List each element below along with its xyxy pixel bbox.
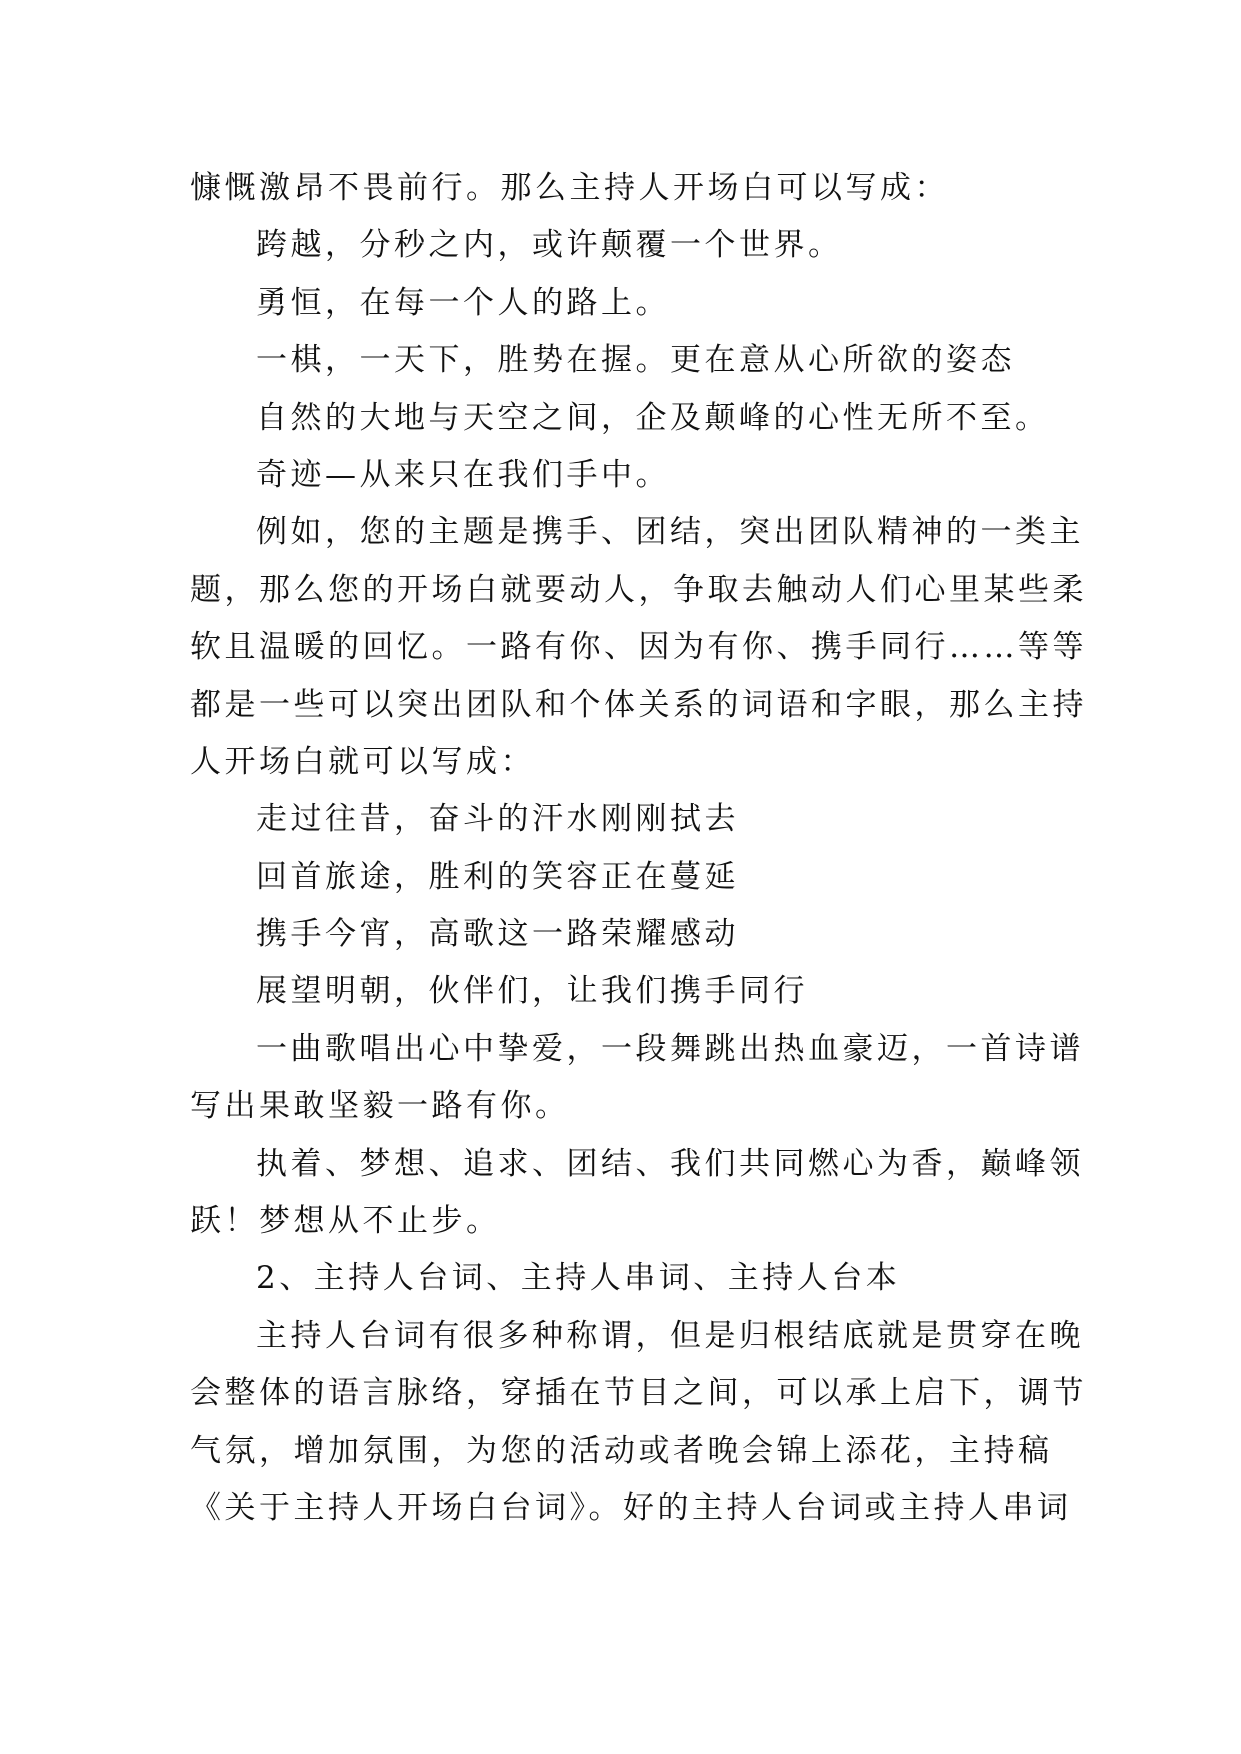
text-line: 慷慨激昂不畏前行。那么主持人开场白可以写成： <box>190 170 949 206</box>
section-heading: 2、主持人台词、主持人串词、主持人台本 <box>256 1260 901 1297</box>
text-line: 走过往昔，奋斗的汗水刚刚拭去 <box>256 801 739 838</box>
text-line: 会整体的语言脉络，穿插在节目之间，可以承上启下，调节 <box>190 1375 1087 1412</box>
text-line: 一棋，一天下，胜势在握。更在意从心所欲的姿态 <box>256 342 1015 379</box>
text-line: 气氛，增加氛围，为您的活动或者晚会锦上添花，主持稿 <box>190 1432 1053 1469</box>
text-line: 题，那么您的开场白就要动人，争取去触动人们心里某些柔 <box>190 571 1087 608</box>
text-line: 主持人台词有很多种称谓，但是归根结底就是贯穿在晚 <box>256 1317 1084 1354</box>
text-line: 软且温暖的回忆。一路有你、因为有你、携手同行……等等 <box>190 629 1087 666</box>
text-line: 例如，您的主题是携手、团结，突出团队精神的一类主 <box>256 514 1084 551</box>
text-line: 自然的大地与天空之间，企及颠峰的心性无所不至。 <box>256 399 1050 436</box>
text-line: 携手今宵，高歌这一路荣耀感动 <box>256 916 739 953</box>
text-line: 执着、梦想、追求、团结、我们共同燃心为香，巅峰领 <box>256 1145 1084 1182</box>
text-line: 一曲歌唱出心中挚爱，一段舞跳出热血豪迈，一首诗谱 <box>256 1030 1084 1067</box>
text-line: 人开场白就可以写成： <box>190 743 535 780</box>
text-line: 写出果敢坚毅一路有你。 <box>190 1088 570 1125</box>
text-line: 勇恒，在每一个人的路上。 <box>256 284 670 321</box>
text-line: 展望明朝，伙伴们，让我们携手同行 <box>256 973 808 1010</box>
text-line: 跨越，分秒之内，或许颠覆一个世界。 <box>256 227 843 264</box>
text-line: 《关于主持人开场白台词》。好的主持人台词或主持人串词 <box>190 1489 1072 1526</box>
text-line: 回首旅途，胜利的笑容正在蔓延 <box>256 858 739 895</box>
text-line: 奇迹—从来只在我们手中。 <box>256 456 670 493</box>
document-body <box>190 160 1087 1537</box>
text-line: 跃！梦想从不止步。 <box>190 1203 501 1240</box>
text-line: 都是一些可以突出团队和个体关系的词语和字眼，那么主持 <box>190 686 1087 723</box>
